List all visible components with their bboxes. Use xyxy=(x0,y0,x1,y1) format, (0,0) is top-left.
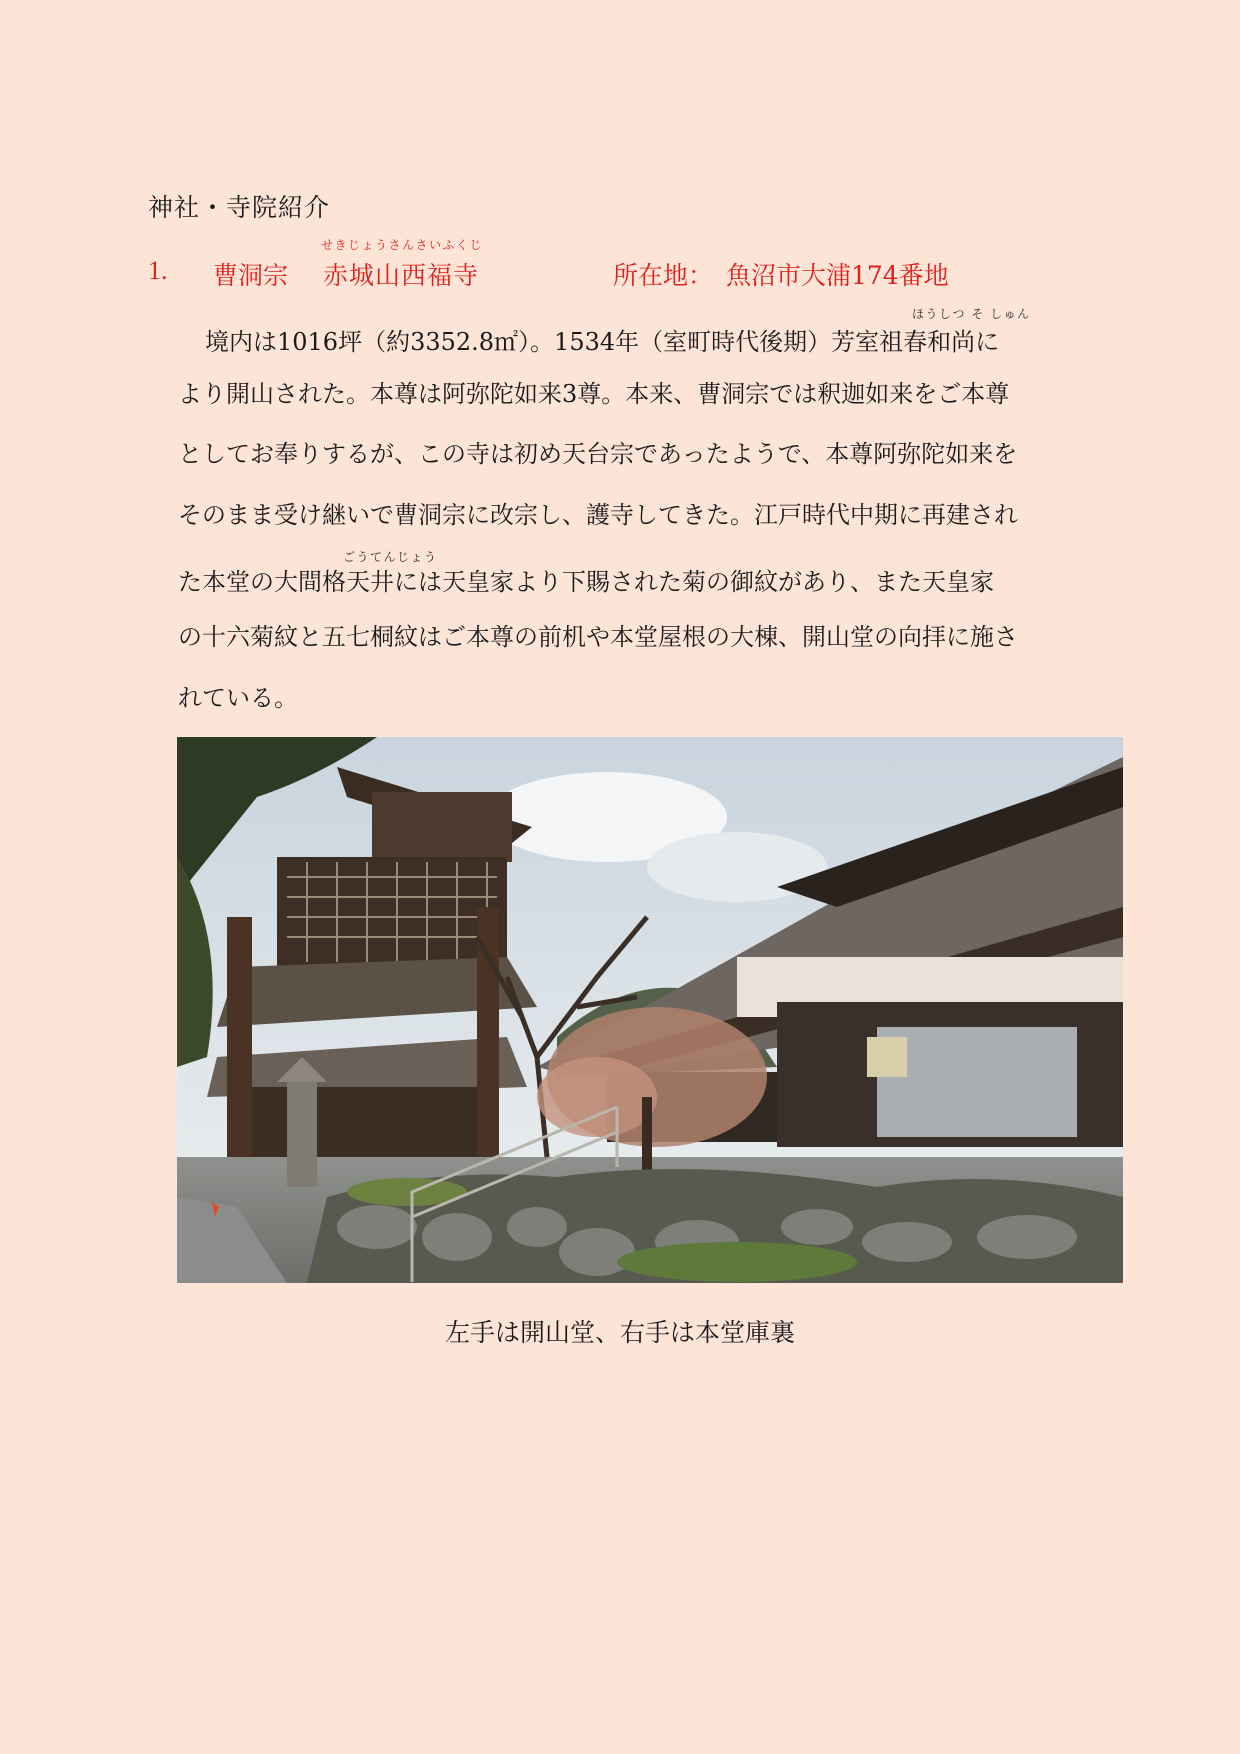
body-ruby-line5: ごうてんじょう xyxy=(343,550,438,564)
photo-caption: 左手は開山堂、右手は本堂庫裏 xyxy=(444,1318,795,1347)
body-line: そのまま受け継いで曹洞宗に改宗し、護寺してきた。江戸時代中期に再建され xyxy=(178,501,1018,529)
temple-name: 赤城山西福寺 xyxy=(323,261,480,290)
body-line: の十六菊紋と五七桐紋はご本尊の前机や本堂屋根の大棟、開山堂の向拝に施さ xyxy=(178,623,1018,651)
entry-title xyxy=(148,236,1148,292)
body-ruby-line1: ほうしつ そ しゅん xyxy=(912,307,1031,321)
location-label: 所在地： xyxy=(613,261,714,290)
page-heading: 神社・寺院紹介 xyxy=(148,193,331,222)
body-line: た本堂の大間格天井には天皇家より下賜された菊の御紋があり、また天皇家 xyxy=(178,568,994,596)
temple-grounds-photo xyxy=(177,737,1123,1283)
sect-name: 曹洞宗 xyxy=(213,261,289,290)
location-value: 魚沼市大浦174番地 xyxy=(726,261,949,290)
body-line: としてお奉りするが、この寺は初め天台宗であったようで、本尊阿弥陀如来を xyxy=(178,440,1018,468)
entry-number: 1. xyxy=(148,256,168,285)
body-line: より開山された。本尊は阿弥陀如来3尊。本来、曹洞宗では釈迦如来をご本尊 xyxy=(178,380,1010,408)
temple-name-ruby: せきじょうさんさいふくじ xyxy=(321,238,484,252)
body-line: れている。 xyxy=(178,684,298,712)
body-line: 境内は1016坪（約3352.8㎡）。1534年（室町時代後期）芳室祖春和尚に xyxy=(205,328,1000,356)
